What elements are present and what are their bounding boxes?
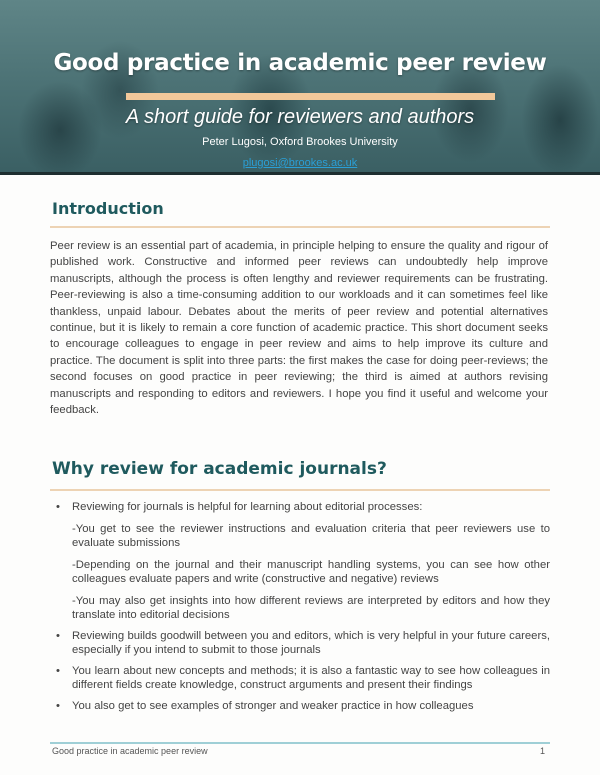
author-line: Peter Lugosi, Oxford Brookes University — [202, 136, 398, 148]
author-email-link[interactable]: plugosi@brookes.ac.uk — [242, 157, 358, 169]
introduction-heading: Introduction — [52, 199, 164, 218]
bullet-icon: • — [56, 699, 60, 712]
why-review-list — [50, 494, 550, 713]
email-container — [0, 157, 600, 169]
title-divider — [126, 93, 495, 100]
sub-item: -Depending on the journal and their manuscript handling systems, you can see how other colleagues evaluate papers and write (constructive and negative) reviews — [72, 558, 550, 585]
list-item — [50, 699, 550, 714]
footer-title: Good practice in academic peer review — [52, 746, 208, 756]
bullet-icon: • — [56, 501, 60, 513]
document-subtitle: A short guide for reviewers and authors — [125, 106, 475, 128]
list-item-text: You learn about new concepts and methods; it is also a fantastic way to see how colleagues in different fields create knowledge, construct arguments and present their findings — [72, 664, 550, 691]
why-review-divider — [50, 489, 550, 491]
list-item-text: Reviewing for journals is helpful for learning about editorial processes: — [72, 501, 423, 513]
header-banner — [0, 0, 600, 175]
bullet-icon: • — [56, 629, 60, 642]
list-item — [50, 664, 550, 693]
list-item — [50, 500, 550, 623]
page-number: 1 — [539, 746, 545, 756]
document-title: Good practice in academic peer review — [53, 50, 547, 76]
footer-divider — [50, 742, 550, 744]
list-item — [50, 629, 550, 658]
why-review-heading: Why review for academic journals? — [52, 459, 387, 479]
sub-item: -You may also get insights into how different reviews are interpreted by editors and how they translate into editorial decisions — [72, 594, 550, 621]
list-item-text: You also get to see examples of stronger and weaker practice in how colleagues — [72, 699, 474, 712]
introduction-divider — [50, 226, 550, 228]
sub-item: -You get to see the reviewer instructions and evaluation criteria that peer reviewers use to evaluate submissions — [72, 522, 550, 549]
list-item-text: Reviewing builds goodwill between you and editors, which is very helpful in your future careers, especially if you intend to submit to those journals — [72, 629, 550, 656]
introduction-paragraph: Peer review is an essential part of academia, in principle helping to ensure the quality and rigour of published work. Constructive and informed peer reviews can undoubtedly help improve manuscripts, although the process is often lengthy and reviewer requirements can be frustrating. Peer-reviewing is also a time-consuming addition to our workloads and it can sometimes feel like thankless, unpaid labour. Debates about the merits of peer review and potential alternatives continue, but it is likely to remain a core function of academic practice. This short document seeks to encourage colleagues to engage in peer review and aims to help improve its culture and practice. The document is split into three parts: the first makes the case for doing peer-reviews; the second focuses on good practice in peer reviewing; the third is aimed at authors revising manuscripts and responding to editors and reviewers. I hope you find it useful and welcome your feedback. — [50, 240, 548, 417]
bullet-icon: • — [56, 664, 60, 677]
